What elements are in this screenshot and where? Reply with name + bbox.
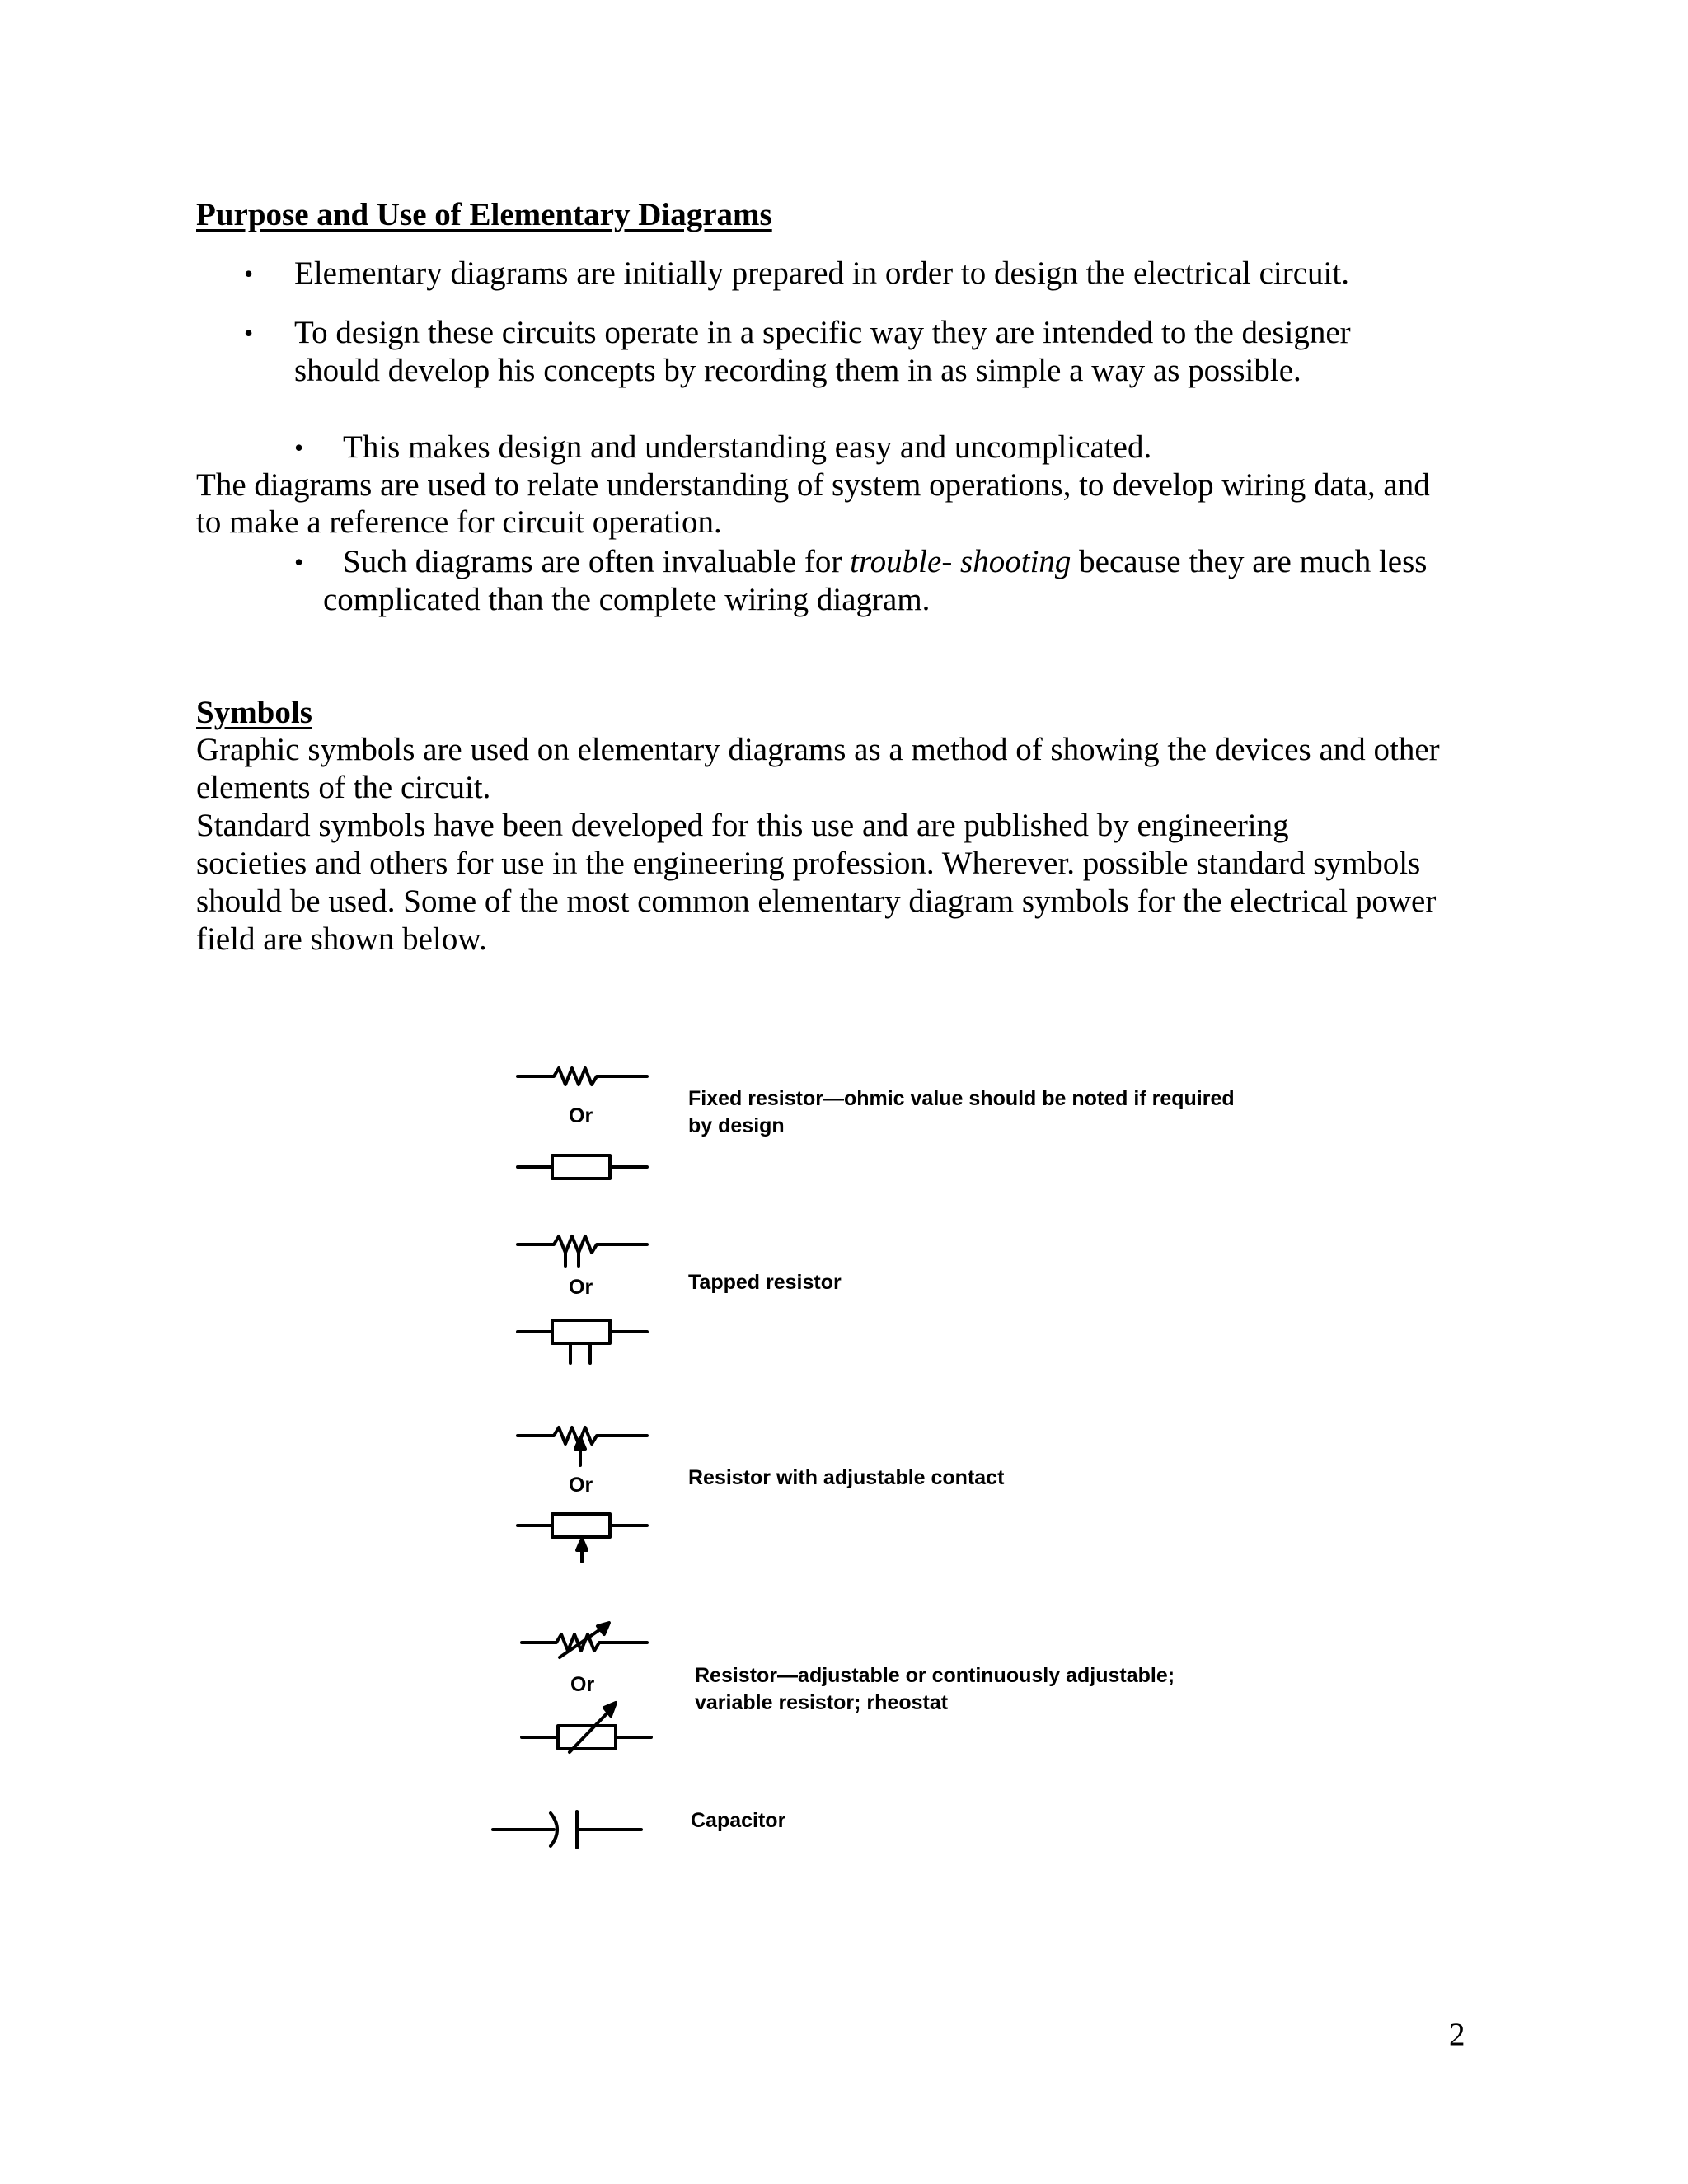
bullet-text-part: because they are much less	[1071, 544, 1428, 579]
fixed-resistor-box-icon	[511, 1146, 651, 1195]
bullet-text: Elementary diagrams are initially prepared in order to design the electrical circuit.	[294, 255, 1349, 291]
bullet-text: To design these circuits operate in a specific way they are intended to the designer	[294, 315, 1351, 350]
symbol-description-continued: by design	[688, 1114, 785, 1137]
bullet-dot: •	[244, 259, 254, 288]
paragraph-line: Graphic symbols are used on elementary diagrams as a method of showing the devices and other	[196, 732, 1440, 767]
page-number: 2	[1449, 2017, 1465, 2052]
section-heading-symbols: Symbols	[196, 695, 312, 730]
tapped-resistor-box-icon	[511, 1310, 651, 1376]
or-label: Or	[569, 1474, 593, 1497]
italic-term: trouble- shooting	[850, 544, 1071, 579]
symbol-description-continued: variable resistor; rheostat	[695, 1691, 949, 1714]
tapped-resistor-zigzag-icon	[511, 1228, 651, 1277]
paragraph-line: societies and others for use in the engineering profession. Wherever. possible standard symbols	[196, 846, 1421, 881]
capacitor-icon	[486, 1805, 651, 1854]
bullet-text: This makes design and understanding easy and uncomplicated.	[343, 429, 1152, 465]
bullet-dot: •	[294, 433, 304, 462]
or-label: Or	[570, 1673, 595, 1696]
variable-resistor-zigzag-icon	[515, 1619, 655, 1669]
bullet-text-continued: complicated than the complete wiring diagram.	[323, 582, 931, 617]
symbol-description: Capacitor	[691, 1809, 786, 1832]
or-label: Or	[569, 1104, 593, 1127]
bullet-text-part: Such diagrams are often invaluable for	[343, 544, 851, 579]
variable-resistor-box-icon	[515, 1698, 655, 1760]
adjustable-contact-box-icon	[511, 1504, 651, 1570]
bullet-text	[343, 543, 1427, 581]
symbol-description: Tapped resistor	[688, 1271, 842, 1294]
paragraph-line: elements of the circuit.	[196, 770, 491, 805]
bullet-text-continued: should develop his concepts by recording them in as simple a way as possible.	[294, 353, 1301, 388]
symbol-description: Resistor with adjustable contact	[688, 1466, 1005, 1489]
section-heading-purpose: Purpose and Use of Elementary Diagrams	[196, 197, 772, 232]
paragraph-line: field are shown below.	[196, 921, 487, 957]
or-label: Or	[569, 1276, 593, 1299]
symbol-description: Fixed resistor—ohmic value should be noted if required	[688, 1087, 1235, 1110]
paragraph-line: Standard symbols have been developed for this use and are published by engineering	[196, 808, 1289, 843]
bullet-dot: •	[294, 547, 304, 577]
paragraph-line: to make a reference for circuit operation.	[196, 504, 722, 540]
paragraph-line: should be used. Some of the most common elementary diagram symbols for the electrical power	[196, 883, 1437, 919]
bullet-dot: •	[244, 318, 254, 348]
symbol-description: Resistor—adjustable or continuously adjustable;	[695, 1664, 1175, 1687]
paragraph-line: The diagrams are used to relate understanding of system operations, to develop wiring data, and	[196, 467, 1430, 503]
